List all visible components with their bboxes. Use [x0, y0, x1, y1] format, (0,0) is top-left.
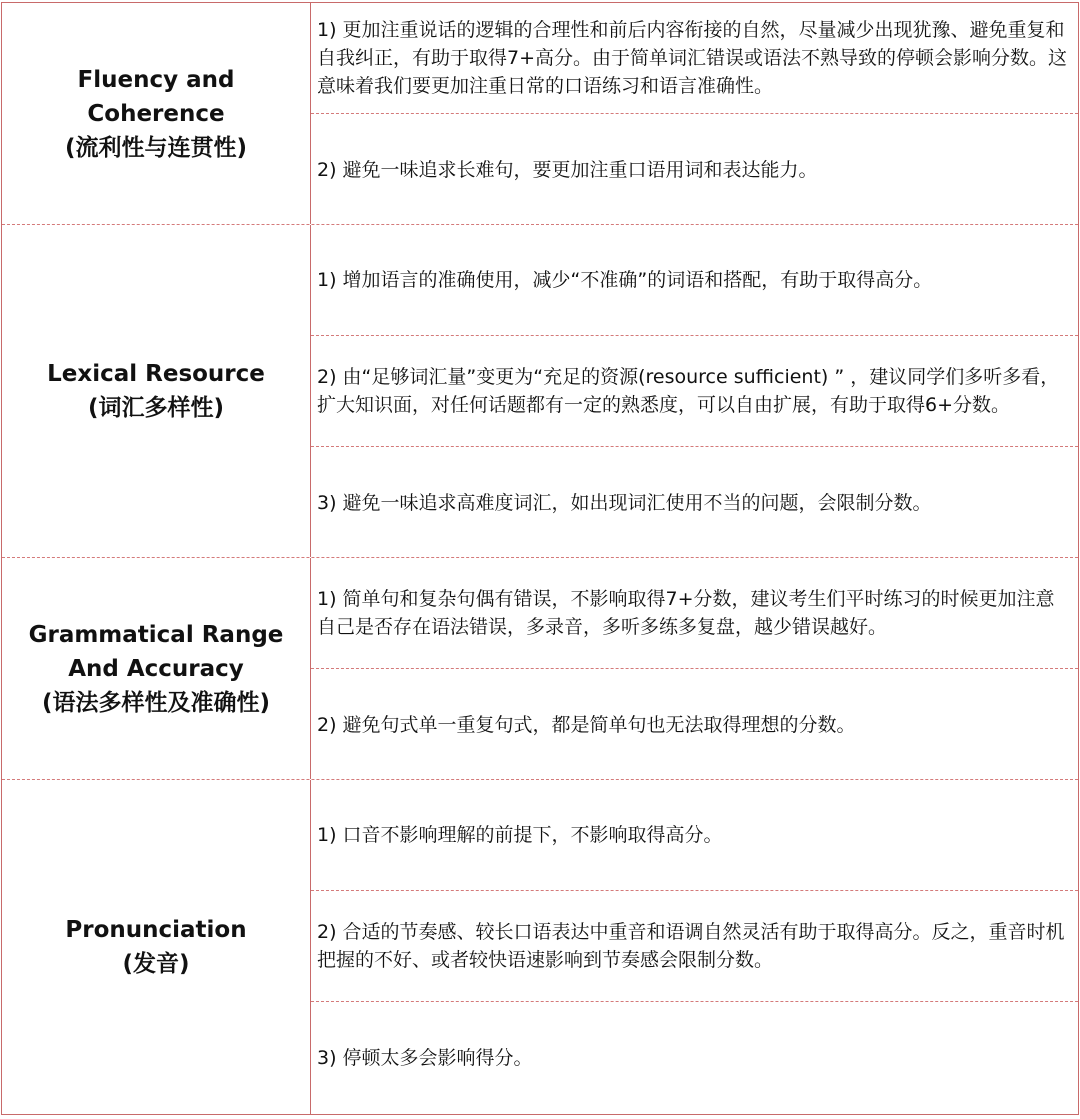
criterion-text: 2) 合适的节奏感、较长口语表达中重音和语调自然灵活有助于取得高分。反之，重音时机把握的不好、或者较快语速影响到节奏感会限制分数。	[317, 921, 1065, 971]
criteria-list	[311, 3, 1078, 224]
criterion-text: 2) 避免一味追求长难句，要更加注重口语用词和表达能力。	[317, 158, 818, 181]
category-subtitle: (发音)	[122, 951, 190, 977]
category-cell	[2, 558, 311, 779]
criterion-item	[311, 669, 1078, 780]
category-cell	[2, 780, 311, 1114]
section-pronunciation	[2, 780, 1078, 1114]
category-title: Fluency and Coherence	[77, 66, 235, 127]
criterion-text: 1) 简单句和复杂句偶有错误，不影响取得7+分数，建议考生们平时练习的时候更加注意自己是否存在语法错误，多录音，多听多练多复盘，越少错误越好。	[317, 588, 1055, 638]
criterion-text: 2) 由“足够词汇量”变更为“充足的资源(resource sufficient) ” ，建议同学们多听多看，扩大知识面，对任何话题都有一定的熟悉度，可以自由扩展，有助于取得6+分数。	[317, 366, 1060, 416]
section-fluency-coherence	[2, 3, 1078, 225]
criterion-item	[311, 447, 1078, 558]
category-title: Lexical Resource	[47, 361, 265, 387]
criteria-list	[311, 558, 1078, 779]
criterion-text: 2) 避免句式单一重复句式，都是简单句也无法取得理想的分数。	[317, 713, 856, 736]
criterion-text: 3) 避免一味追求高难度词汇，如出现词汇使用不当的问题，会限制分数。	[317, 491, 932, 514]
criterion-item	[311, 114, 1078, 225]
criteria-list	[311, 780, 1078, 1114]
criterion-text: 1) 口音不影响理解的前提下，不影响取得高分。	[317, 824, 723, 846]
category-cell	[2, 225, 311, 557]
category-subtitle: (词汇多样性)	[87, 395, 225, 421]
criterion-item	[311, 891, 1078, 1002]
criteria-list	[311, 225, 1078, 557]
criterion-item	[311, 336, 1078, 447]
section-grammatical-range-accuracy	[2, 558, 1078, 780]
criterion-item	[311, 225, 1078, 336]
section-lexical-resource	[2, 225, 1078, 558]
criterion-item	[311, 3, 1078, 114]
category-cell	[2, 3, 311, 224]
category-title-line-2: And Accuracy	[68, 655, 244, 682]
category-title-line-1: Grammatical Range	[28, 621, 284, 648]
criterion-item	[311, 780, 1078, 891]
category-subtitle: (流利性与连贯性)	[64, 134, 248, 161]
criterion-item	[311, 558, 1078, 669]
criterion-item	[311, 1002, 1078, 1114]
criterion-text: 1) 更加注重说话的逻辑的合理性和前后内容衔接的自然，尽量减少出现犹豫、避免重复和自我纠正，有助于取得7+高分。由于简单词汇错误或语法不熟导致的停顿会影响分数。这意味着我们要更加注重日常的口语练习和语言准确性。	[317, 19, 1068, 97]
criterion-text: 3) 停顿太多会影响得分。	[317, 1047, 533, 1069]
ielts-speaking-criteria-table	[1, 2, 1079, 1115]
category-subtitle: (语法多样性及准确性)	[41, 689, 270, 716]
criterion-text: 1) 增加语言的准确使用，减少“不准确”的词语和搭配，有助于取得高分。	[317, 269, 933, 291]
category-title: Pronunciation	[65, 917, 247, 943]
